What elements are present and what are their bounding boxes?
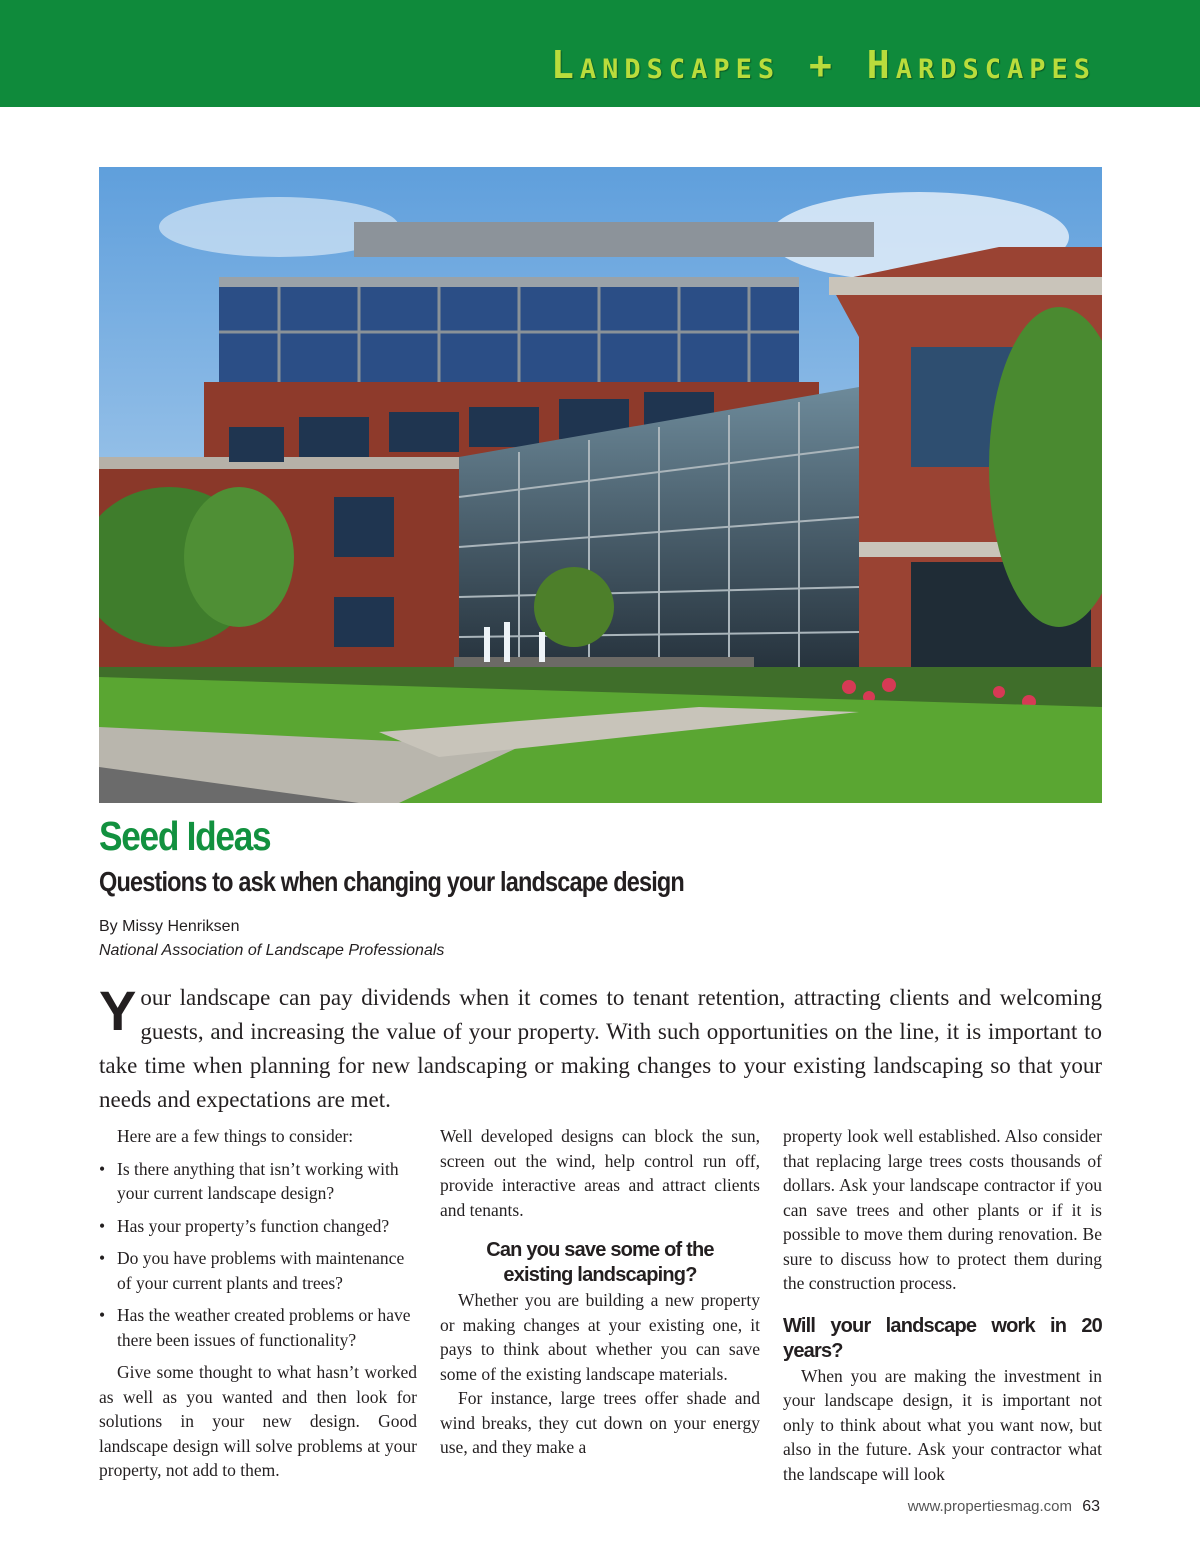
section-banner [0,0,1200,107]
subhead-20-years: Will your landscape work in 20 years? [783,1314,1102,1362]
website-url: www.propertiesmag.com [907,1498,1073,1515]
lede-paragraph [99,981,1102,1117]
body-paragraph: Give some thought to what hasn’t worked as well as you wanted and then look for solutions in your new design. Good landscape design will solve problems at your property, not add to them. [99,1362,417,1480]
subhead-save-landscaping [440,1238,760,1288]
column-3 [783,1124,1102,1486]
drop-cap: Y [99,979,137,1042]
author-affiliation: National Association of Landscape Professionals [99,942,445,959]
consideration-list [99,1157,417,1353]
body-paragraph: Well developed designs can block the sun, screen out the wind, help control run off, provide interactive areas and attract clients and tenants. [440,1126,760,1220]
page-footer [908,1498,1100,1516]
building-photo [99,167,1102,803]
column-1 [99,1124,417,1483]
article-subheadline: Questions to ask when changing your landscape design [99,866,684,897]
section-title: Landscapes + Hardscapes [551,43,1096,87]
article-headline: Seed Ideas [99,813,271,859]
body-paragraph: Whether you are building a new property or making changes at your existing one, it pays to think about whether you can save some of the existing landscape materials. [440,1290,760,1384]
byline: By Missy Henriksen [99,918,240,935]
body-paragraph: property look well established. Also consider that replacing large trees costs thousands of dollars. Ask your landscape contractor if you can save trees and other plants or if it is possible to move them during renovation. Be sure to discuss how to protect them during the construction process. [783,1126,1102,1293]
list-item: • Do you have problems with maintenance of your current plants and trees? [99,1246,417,1295]
bullets-intro: Here are a few things to consider: [117,1126,354,1146]
body-paragraph: For instance, large trees offer shade and wind breaks, they cut down on your energy use, and they make a [440,1388,760,1457]
lede-text: our landscape can pay dividends when it comes to tenant retention, attracting clients and welcoming guests, and increasing the value of your property. With such opportunities on the line, it is important to take time when planning for new landscaping or making changes to your existing landscaping so that your needs and expectations are met. [99,985,1102,1112]
body-paragraph: When you are making the investment in your landscape design, it is important not only to think about what you want now, but also in the future. Ask your contractor what the landscape will look [783,1365,1102,1484]
list-item: • Has the weather created problems or have there been issues of functionality? [99,1303,417,1352]
subhead-line: Can you save some of the [486,1239,714,1261]
column-2 [440,1124,760,1460]
list-item: • Is there anything that isn’t working with your current landscape design? [99,1157,417,1206]
list-item: • Has your property’s function changed? [99,1214,417,1239]
page-number: 63 [1082,1498,1100,1515]
subhead-line: existing landscaping? [503,1264,697,1286]
